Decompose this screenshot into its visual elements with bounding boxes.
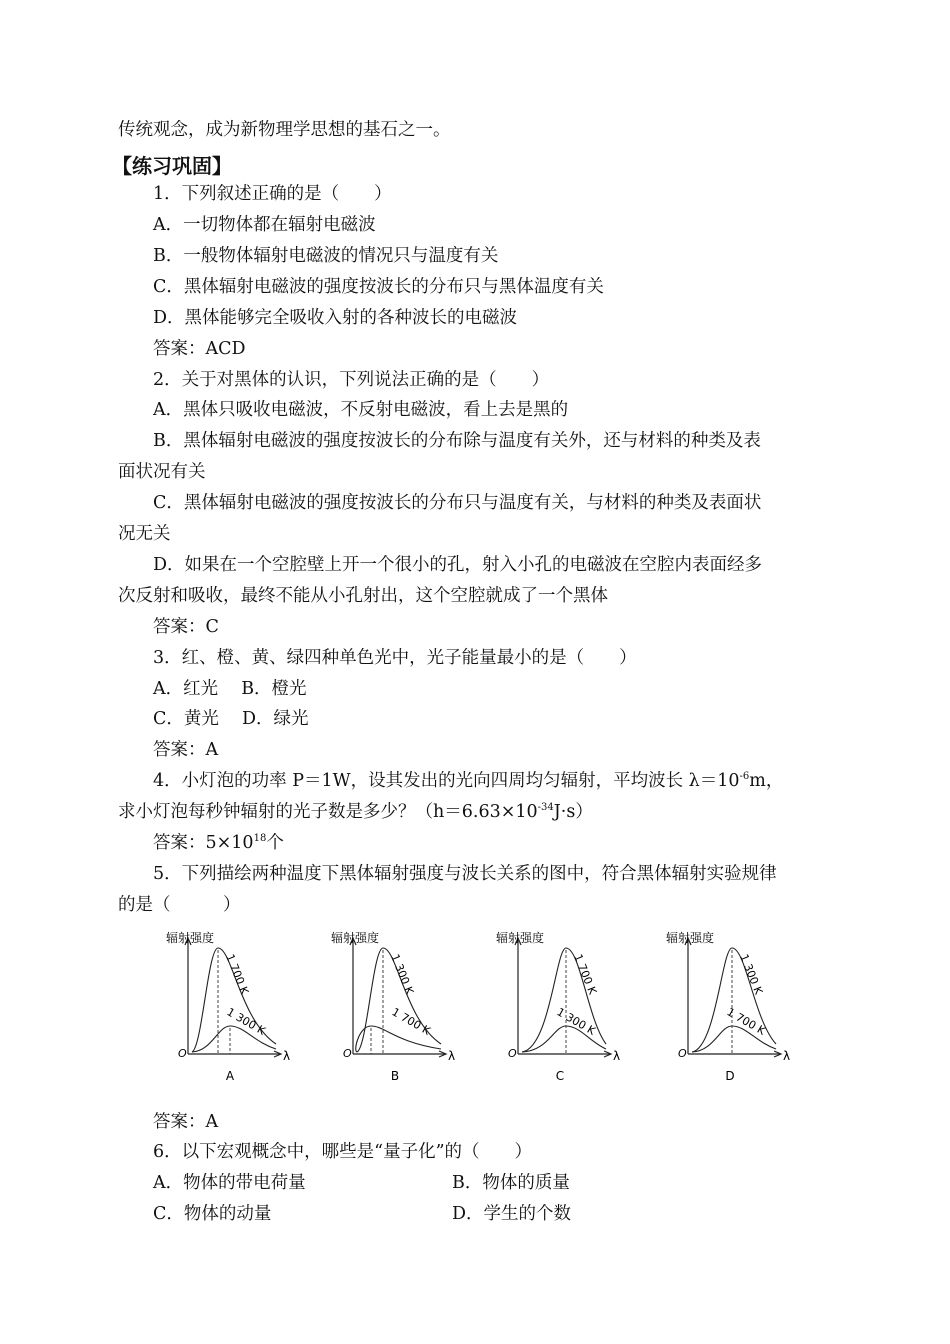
panel-a-low-label: 1 300 K	[224, 1005, 268, 1038]
panel-c-label: C	[555, 1069, 565, 1083]
panel-b-high-label: 1 300 K	[388, 952, 417, 997]
q4-l2-unit: J·s）	[553, 802, 593, 822]
q3-stem: 3．红、橙、黄、绿四种单色光中，光子能量最小的是（ ）	[153, 648, 637, 668]
q5-stem-line2: 的是（ ）	[118, 895, 241, 915]
panel-a-high-label: 1 700 K	[223, 952, 252, 997]
panel-d-low-label: 1 700 K	[724, 1005, 768, 1038]
q6-option-b: B．物体的质量	[452, 1173, 570, 1193]
panel-a-label: A	[225, 1069, 235, 1083]
q1-stem: 1．下列叙述正确的是（ ）	[153, 184, 392, 204]
panel-b-origin: O	[343, 1047, 352, 1060]
q1-option-a: A．一切物体都在辐射电磁波	[153, 215, 376, 235]
q6-option-c: C．物体的动量	[153, 1204, 272, 1224]
q4-stem-line1	[153, 769, 783, 793]
q3-answer: 答案：A	[153, 740, 219, 760]
panel-a-y-label: 辐射强度	[166, 931, 215, 945]
panel-c-low-label: 1 300 K	[554, 1005, 598, 1038]
q1-option-c: C．黑体辐射电磁波的强度按波长的分布只与黑体温度有关	[153, 277, 604, 297]
q4-answer	[153, 831, 284, 855]
panel-d-origin: O	[678, 1047, 687, 1060]
panel-d-high-curve	[692, 948, 776, 1052]
q2-option-c-line2: 况无关	[118, 524, 171, 544]
q4-answer-exponent: 18	[253, 833, 267, 845]
q4-stem-line2	[118, 800, 593, 824]
q4-l1-text: 4．小灯泡的功率 P＝1W，设其发出的光向四周均匀辐射，平均波长 λ＝10	[153, 771, 740, 791]
q1-option-d: D．黑体能够完全吸收入射的各种波长的电磁波	[153, 308, 518, 328]
panel-d-label: D	[725, 1069, 735, 1083]
q4-answer-text: 答案：5×10	[153, 833, 254, 853]
q2-option-a: A．黑体只吸收电磁波，不反射电磁波，看上去是黑的	[153, 400, 569, 420]
intro-tail-text: 传统观念，成为新物理学思想的基石之一。	[118, 120, 451, 140]
q2-option-d-line2: 次反射和吸收，最终不能从小孔射出，这个空腔就成了一个黑体	[118, 586, 608, 606]
q5-stem-line1: 5．下列描绘两种温度下黑体辐射强度与波长关系的图中，符合黑体辐射实验规律	[153, 864, 777, 884]
panel-b-label: B	[390, 1069, 400, 1083]
panel-b-x-label: λ	[448, 1049, 456, 1063]
q2-option-b-line1: B．黑体辐射电磁波的强度按波长的分布除与温度有关外，还与材料的种类及表	[153, 431, 761, 451]
q3-options-ab: A．红光 B．橙光	[153, 679, 307, 699]
panel-a-origin: O	[178, 1047, 187, 1060]
q1-option-b: B．一般物体辐射电磁波的情况只与温度有关	[153, 246, 499, 266]
panel-c-y-label: 辐射强度	[496, 931, 545, 945]
panel-c-origin: O	[508, 1047, 517, 1060]
panel-b-low-label: 1 700 K	[389, 1005, 433, 1038]
q2-option-d-line1: D．如果在一个空腔壁上开一个很小的孔，射入小孔的电磁波在空腔内表面经多	[153, 555, 763, 575]
q2-option-b-line2: 面状况有关	[118, 462, 206, 482]
panel-d-high-label: 1 300 K	[737, 952, 766, 997]
blackbody-radiation-figure	[160, 918, 810, 1090]
q2-stem: 2．关于对黑体的认识，下列说法正确的是（ ）	[153, 370, 550, 390]
q6-stem: 6．以下宏观概念中，哪些是“量子化”的（ ）	[153, 1142, 533, 1162]
q6-option-a: A．物体的带电荷量	[153, 1173, 306, 1193]
q4-l1-exponent: -6	[739, 771, 750, 783]
panel-d-y-label: 辐射强度	[666, 931, 715, 945]
panel-a-x-label: λ	[283, 1049, 291, 1063]
q4-l1-unit: m，	[749, 771, 784, 791]
panel-c-x-label: λ	[613, 1049, 621, 1063]
q2-answer: 答案：C	[153, 617, 219, 637]
q3-options-cd: C．黄光 D．绿光	[153, 709, 309, 729]
panel-c-high-curve	[522, 948, 606, 1052]
section-title: 【练习巩固】	[112, 154, 232, 178]
q5-answer: 答案：A	[153, 1112, 219, 1132]
q4-l2-exponent: -34	[537, 802, 554, 814]
q6-option-d: D．学生的个数	[452, 1204, 572, 1224]
panel-d-x-label: λ	[783, 1049, 791, 1063]
q1-answer: 答案：ACD	[153, 339, 246, 359]
q4-l2-text: 求小灯泡每秒钟辐射的光子数是多少？（h＝6.63×10	[118, 802, 538, 822]
q4-answer-unit: 个	[266, 833, 284, 853]
panel-b-y-label: 辐射强度	[331, 931, 380, 945]
q2-option-c-line1: C．黑体辐射电磁波的强度按波长的分布只与温度有关，与材料的种类及表面状	[153, 493, 762, 513]
panel-c-high-label: 1 700 K	[571, 952, 600, 997]
